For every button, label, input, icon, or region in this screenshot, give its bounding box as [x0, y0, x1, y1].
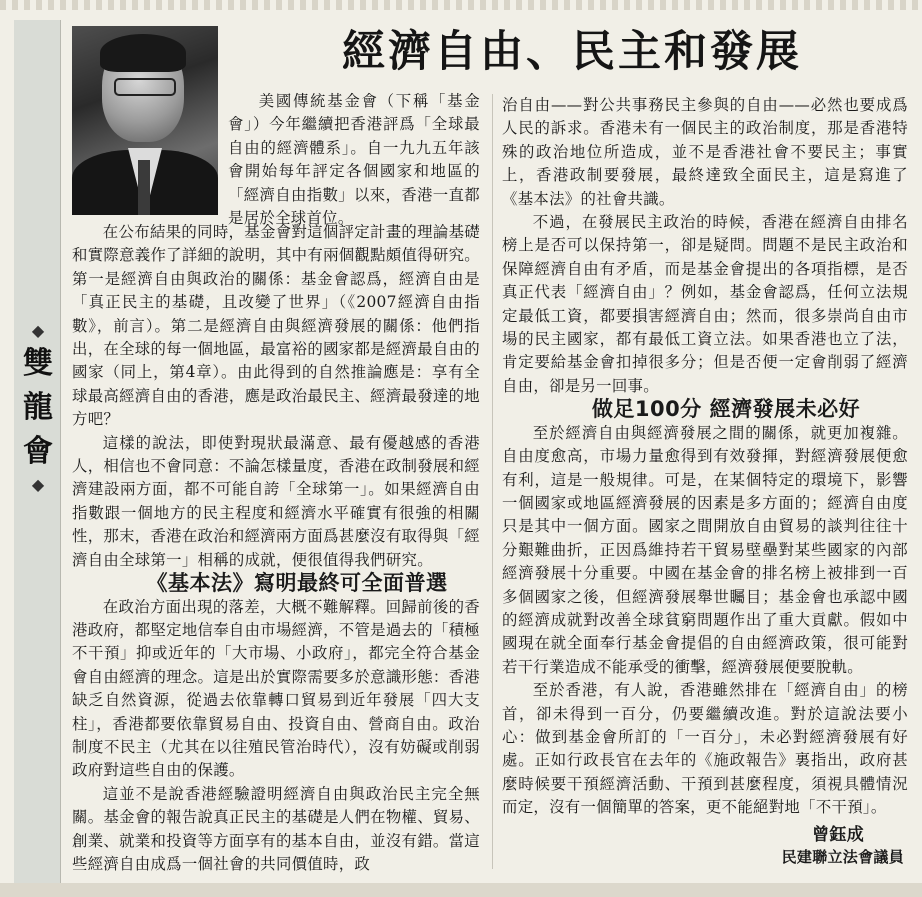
column-title-char-2: 龍 [23, 390, 53, 425]
column-title-char-3: 會 [23, 434, 53, 469]
paragraph: 治自由——對公共事務民主參與的自由——必然也要成爲人民的訴求。香港未有一個民主的政治制度，那是香港特殊的政治地位所造成，並不是香港社會不要民主；事實上，香港政制要發展，最終達致全面民主，這是寫進了《基本法》的社會共識。 [502, 96, 908, 208]
page-bottom-edge [0, 883, 922, 897]
left-column [72, 221, 480, 876]
paragraph: 至於香港，有人說，香港雖然排在「經濟自由」的榜首，卻未得到一百分，仍要繼續改進。對於這說法要小心：做到基金會所訂的「一百分」，未必對經濟發展有好處。正如行政長官在去年的《施政報告》裏指出，政府甚麼時候要干預經濟活動、干預到甚麼程度，須視具體情況而定，沒有一個簡單的答案，更不能絕對地「不干預」。 [502, 681, 908, 817]
paragraph: 這樣的說法，即使對現狀最滿意、最有優越感的香港人，相信也不會同意：不論怎樣量度，香港在政制發展和經濟建設兩方面，都不可能自誇「全球第一」。如果經濟自由指數跟一個地方的民主程度和經濟水平確實有很強的相關性，那末，香港在政治和經濟兩方面爲甚麼沒有取得與「經濟自由全球第一」相稱的成就，便很值得我們研究。 [72, 433, 480, 569]
subheading: 《基本法》寫明最終可全面普選 [146, 571, 448, 596]
subheading: 做足100分 經濟發展未必好 [591, 397, 861, 422]
diamond-icon: ◆ [31, 475, 45, 494]
photo-glasses [114, 78, 176, 96]
page-top-edge [0, 0, 922, 10]
intro-paragraph [228, 90, 480, 230]
paragraph: 不過，在發展民主政治的時候，香港在經濟自由排名榜上是否可以保持第一，卻是疑問。問題不是民主政治和保障經濟自由有矛盾，而是基金會提出的各項指標，是否真正代表「經濟自由」？例如，基金會認爲，任何立法規定最低工資，都要損害經濟自由；然而，很多崇尚自由市場的民主國家，都有最低工資立法。如果香港也立了法，肯定要給基金會扣掉很多分；但是否便一定會削弱了經濟自由，卻是另一回事。 [502, 213, 908, 395]
author-name: 曾鈺成 [812, 824, 864, 845]
headline: 經濟自由、民主和發展 [342, 27, 802, 77]
author-photo [72, 26, 218, 215]
photo-hair [100, 34, 186, 72]
paragraph: 在公布結果的同時，基金會對這個評定計畫的理論基礎和實際意義作了詳細的說明，其中有兩個觀點頗值得研究。第一是經濟自由與政治的關係：基金會認爲，經濟自由是「真正民主的基礎，且改變了世界」（《2007經濟自由指數》，前言）。第二是經濟自由與經濟發展的關係：他們指出，在全球的每一個地區，最富裕的國家都是經濟最自由的國家（同上，第4章）。由此得到的自然推論應是：享有全球最高經濟自由的香港，應是政治最民主、經濟最發達的地方吧？ [72, 223, 480, 429]
column-title [18, 320, 58, 496]
diamond-icon: ◆ [31, 321, 45, 340]
column-title-char-1: 雙 [23, 346, 53, 381]
right-column [502, 94, 908, 868]
photo-tie [138, 160, 150, 215]
intro-text: 美國傳統基金會（下稱「基金會」）今年繼續把香港評爲「全球最自由的經濟體系」。自一九九五年該會開始每年評定各個國家和地區的「經濟自由指數」以來，香港一直都是居於全球首位。 [228, 92, 480, 228]
paragraph: 在政治方面出現的落差，大概不難解釋。回歸前後的香港政府，都堅定地信奉自由市場經濟，不管是過去的「積極不干預」抑或近年的「大市場、小政府」，都完全符合基金會自由經濟的理念。這是出於實際需要多於意識形態：香港缺乏自然資源，從過去依靠轉口貿易到近年發展「四大支柱」，香港都要依靠貿易自由、投資自由、營商自由。政治制度不民主（尤其在以往殖民管治時代），沒有妨礙或削弱政府對這些自由的保護。 [72, 597, 480, 780]
column-divider [492, 94, 493, 869]
paragraph: 至於經濟自由與經濟發展之間的關係，就更加複雜。自由度愈高，市場力量愈得到有效發揮，對經濟發展便愈有利，這是一般規律。可是，在某個特定的環境下，影響一個國家或地區經濟發展的因素是多方面的；經濟自由度只是其中一個方面。國家之間開放自由貿易的談判往往十分艱難曲折，正因爲維持若干貿易壁壘對某些國家的內部經濟發展十分重要。中國在基金會的排名榜上被排到一百多個國家之後，但經濟發展舉世矚目；基金會也承認中國的經濟成就對改善全球貧窮問題作出了重大貢獻。假如中國現在就全面奉行基金會提倡的自由經濟政策，很可能對若干行業造成不能承受的衝擊，經濟發展便要脫軌。 [502, 423, 908, 676]
author-title: 民建聯立法會議員 [781, 847, 904, 866]
paragraph: 這並不是說香港經驗證明經濟自由與政治民主完全無關。基金會的報告說真正民主的基礎是人們在物權、貿易、創業、就業和投資等方面享有的基本自由，並沒有錯。當這些經濟自由成爲一個社會的共同價值時，政 [72, 784, 480, 873]
